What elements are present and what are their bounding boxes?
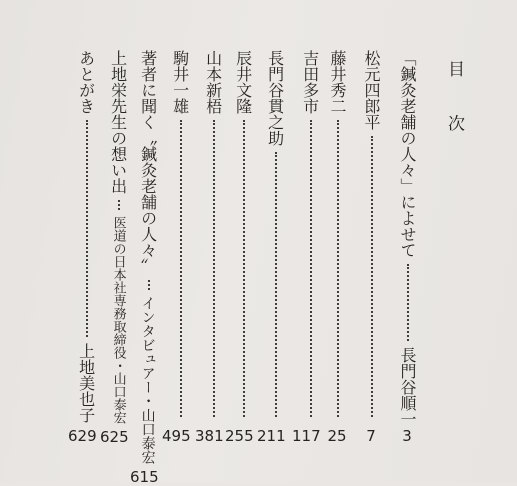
dotted-leader [292,120,312,417]
toc-entry-subtitle: 医道の日本社専務取締役・山口泰宏 [110,216,126,424]
toc-entry-page: 495 [162,427,191,445]
dotted-leader [396,264,409,341]
dotted-leader [130,280,150,290]
toc-entry-page: 25 [327,427,347,445]
toc-entry-title: 著者に聞く〝鍼灸老舗の人々〟 [138,50,158,274]
toc-entry-title: 駒井一雄 [170,50,190,114]
dotted-leader [68,120,88,337]
dotted-leader [100,200,120,210]
toc-entry-title: 長門谷貫之助 [265,50,285,146]
toc-entry [396,50,418,445]
dotted-leader [257,152,277,417]
toc-entry-page: 117 [292,427,321,445]
dotted-leader [326,120,339,417]
toc-entry-title: 辰井文隆 [233,50,253,114]
toc-entry [195,50,224,445]
toc-entry-title: あとがき [76,50,96,114]
toc-heading: 目 次 [444,60,464,148]
dotted-leader [225,120,245,417]
toc-entry-page: 211 [257,427,286,445]
dotted-leader [360,136,373,417]
toc-entry-title: 上地栄先生の想い出 [108,50,128,194]
toc-entry-page: 381 [195,427,224,445]
toc-entry-subtitle: 上地美也子 [76,343,96,423]
toc-entry-title: 吉田多市 [300,50,320,114]
dotted-leader [195,120,215,417]
toc-entry-page: 7 [366,427,376,445]
toc-entry-author: 長門谷順一 [398,347,417,427]
toc-entry-title: 松元四郎平 [362,50,381,130]
toc-entry [292,50,321,445]
toc-entry [162,50,191,445]
toc-entry [257,50,286,445]
toc-entry-page: 615 [130,468,159,486]
toc-entry [225,50,254,445]
toc-entry [100,50,129,445]
toc-entry-title: 藤井秀二 [328,50,347,114]
toc-entry [360,50,382,445]
toc-entry [326,50,348,445]
toc-entry-page: 625 [100,428,129,446]
toc-entry-page: 255 [225,427,254,445]
toc-entry-title: 山本新梧 [203,50,223,114]
toc-entry-subtitle: インタビュアー・山口泰宏 [139,296,156,464]
toc-entry [68,50,97,445]
toc-entry-page: 3 [402,427,412,445]
dotted-leader [162,120,182,417]
toc-entry-page: 629 [68,427,97,445]
toc-entry-title: 「鍼灸老舗の人々」によせて [398,50,417,258]
toc-entry [130,50,159,486]
